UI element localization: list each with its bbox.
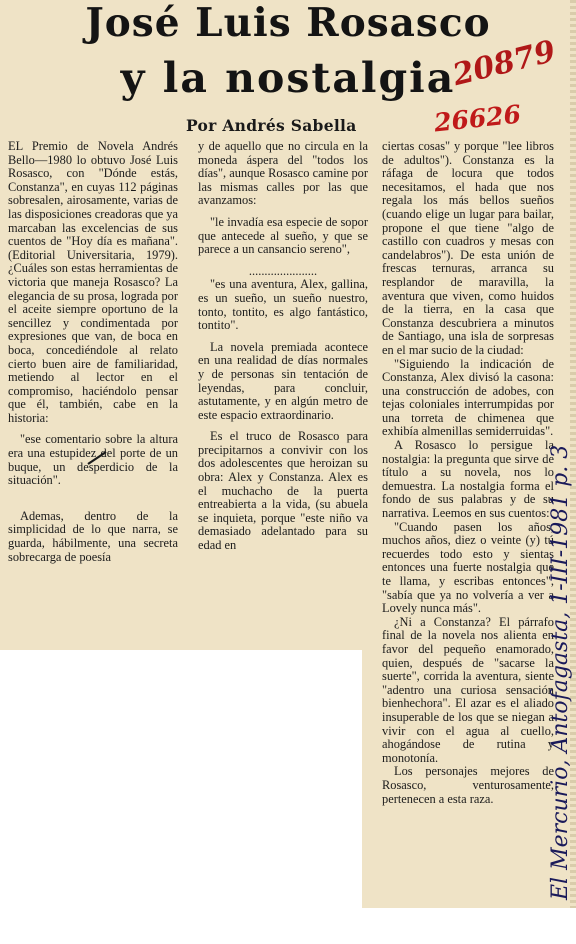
paragraph: y de aquello que no circula en la moneda áspera del "todos los días", aunque Rosasco camine por las mismas calles por las que avanzamos:	[198, 139, 368, 208]
handwritten-number-bottom: 26626	[432, 99, 523, 138]
paragraph: Los personajes mejores de Rosasco, venturosamente, pertenecen a esta raza.	[382, 764, 554, 806]
paragraph: EL Premio de Novela Andrés Bello—1980 lo obtuvo José Luis Rosasco, con "Dónde estás, Constanza", en cuyas 112 páginas sobresalen, airosamente, varias de las disposiciones creadoras que ya marcaban las excelencias de sus cuentos de "Hoy día es mañana". (Editorial Universitaria, 1979). ¿Cuáles son estas herramientas de victoria que maneja Rosasco? La elegancia de su prosa, lograda por el aceite siempre oportuno de la sencillez y condimentada por expresiones que van, de boca en boca, concediéndole al relato cierto buen aire de familiaridad, metiendo al lector en el compromiso, haciéndolo pensar que él, también, cabe en la historia:	[8, 139, 178, 425]
quote-paragraph: "ese comentario sobre la altura era una estupidez del porte de un buque, un desperdicio de la situación".	[8, 432, 178, 488]
article-column-1	[8, 140, 178, 564]
paragraph: Es el truco de Rosasco para precipitarnos a convivir con los dos adolescentes que heroizan su obra: Alex y Constanza. Alex es el muchacho de la puerta entreabierta a la vida, (su abuela se inquieta, porque "este niño va demasiado adelantado para su edad en	[198, 429, 368, 553]
quote-paragraph: "Siguiendo la indicación de Constanza, Alex divisó la casona: una construcción de adobes, con tejas coloniales interrumpidas por una torreta de chimenea que exhibía almenillas semiderruidas".	[382, 356, 554, 439]
quote-paragraph: "Cuando pasen los años, muchos años, diez o veinte (y) tú recuerdes todo esto y sientas entonces una fuerte nostalgia que te llama, y escribas entonces", "sabía que ya no volvería a ver a Lovely nunca más".	[382, 519, 554, 616]
article-title-line-1: José Luis Rosasco	[85, 0, 491, 46]
paragraph: ¿Ni a Constanza? El párrafo final de la novela nos alienta en favor del pequeño enamorado, quien, después de "sacarse la suerte", corrida la aventura, siente "adentro una curiosa sensación bienhechora". El azar es el aliado insuperable de los que se niegan a vivir con el agua al cuello, ahogándose de rutina y monotonía.	[382, 614, 554, 765]
paragraph: A Rosasco lo persigue la nostalgia: la pregunta que sirve de título a su novela, nos lo demuestra. La nostalgia forma el fondo de sus palabras y de su narrativa. Leemos en sus cuentos:	[382, 438, 554, 521]
ellipsis-separator: ......................	[248, 263, 318, 278]
handwritten-number-top: 20879	[449, 33, 560, 94]
article-column-2	[198, 140, 368, 553]
article-byline: Por Andrés Sabella	[186, 116, 357, 135]
quote-paragraph: "le invadía esa especie de sopor que antecede al sueño, y que se parece a un cansancio sereno",	[198, 214, 368, 257]
article-column-3	[382, 140, 554, 806]
handwritten-margin-note: El Mercurio, Antofagasta, 1-III-1981 p. 3	[548, 444, 573, 900]
paragraph: Ademas, dentro de la simplicidad de lo que narra, se guarda, hábilmente, una secreta sobrecarga de poesía	[8, 508, 178, 564]
article-title-line-2: y la nostalgia	[120, 54, 456, 102]
paragraph: La novela premiada acontece en una realidad de días normales y de personas sin tentación de leyendas, para concluir, astutamente, y en algún metro de este espacio extraordinario.	[198, 339, 368, 422]
pen-check-mark	[86, 450, 108, 466]
quote-paragraph: "es una aventura, Alex, gallina, es un sueño, un sueño nuestro, tonto, tontito, es algo fantástico, tontito".	[198, 277, 368, 333]
paragraph: ciertas cosas" y porque "lee libros de adultos"). Constanza es la ráfaga de locura que todos necesitamos, el hada que nos regala los más bellos sueños (cuando elige un lugar para bailar, propone el que tiene "algo de castillo con cuadros y mesas con candelabros"). De esta unión de frescas ternuras, arranca su resplandor de maravilla, la aventura que viven, como huidos de la tierra, en la casa que Constanza descubriera a minutos de Santiago, una isla de sorpresas en el mar sucio de la ciudad:	[382, 139, 554, 357]
